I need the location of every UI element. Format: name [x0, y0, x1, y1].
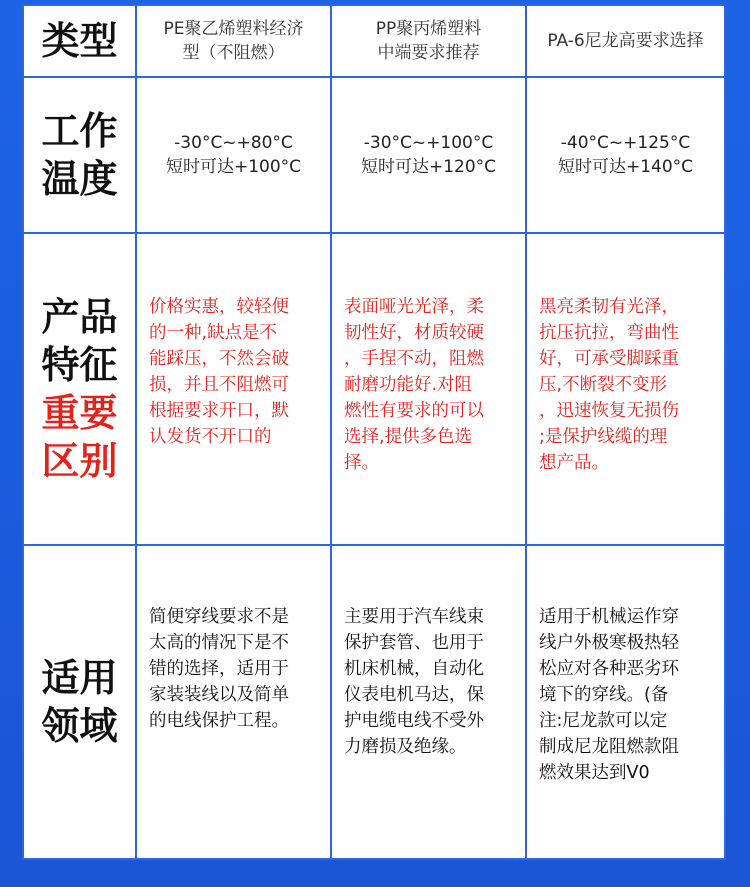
type-pe-label: PE聚乙烯塑料经济 型（不阻燃） — [163, 19, 304, 63]
cell-temp-pa6 — [526, 77, 725, 233]
cell-features-pe — [136, 233, 331, 545]
usage-pe-text: 简便穿线要求不是 太高的情况下是不 错的选择，适用于 家装装线以及简单 的电线保护工程。 — [149, 607, 289, 731]
cell-features-pa6 — [526, 233, 725, 545]
header-feat-line2: 特征 — [41, 343, 118, 387]
usage-pp-text: 主要用于汽车线束 保护套管、也用于 机床机械，自动化 仪表电机马达，保 护电缆电线不受外 力磨损及绝缘。 — [344, 607, 484, 757]
temp-pa6-value: -40°C~+125°C 短时可达+140°C — [557, 133, 694, 177]
header-feat-line4: 区别 — [41, 439, 118, 483]
features-pp-text: 表面哑光光泽，柔 韧性好，材质较硬 ，手捏不动，阻燃 耐磨功能好.对阻 燃性有要求的可以 选择,提供多色选 择。 — [344, 297, 484, 473]
header-temperature — [23, 77, 136, 233]
cell-usage-pp — [331, 545, 526, 859]
temp-pe-value: -30°C~+80°C 短时可达+100°C — [165, 133, 302, 177]
type-pa6-label: PA-6尼龙高要求选择 — [547, 31, 704, 51]
cell-temp-pe — [136, 77, 331, 233]
temp-pp-value: -30°C~+100°C 短时可达+120°C — [360, 133, 497, 177]
header-type — [23, 5, 136, 77]
header-feat-line3: 重要 — [41, 391, 118, 435]
header-temp-line1: 工作 — [41, 109, 118, 153]
cell-temp-pp — [331, 77, 526, 233]
header-feat-line1: 产品 — [41, 295, 118, 339]
header-features — [23, 233, 136, 545]
row-features — [23, 233, 725, 545]
cell-usage-pe — [136, 545, 331, 859]
row-type — [23, 5, 725, 77]
row-usage — [23, 545, 725, 859]
material-comparison-table — [22, 4, 726, 860]
header-use-line1: 适用 — [41, 656, 118, 700]
row-temperature — [23, 77, 725, 233]
features-pe-text: 价格实惠，较轻便 的一种,缺点是不 能踩压，不然会破 损，并且不阻燃可 根据要求开口，默 认发货不开口的 — [149, 297, 289, 447]
header-type-label: 类型 — [41, 19, 118, 63]
type-pp-label: PP聚丙烯塑料 中端要求推荐 — [375, 19, 482, 63]
header-temp-line2: 温度 — [41, 157, 118, 201]
cell-type-pe — [136, 5, 331, 77]
header-usage — [23, 545, 136, 859]
usage-pa6-text: 适用于机械运作穿 线户外极寒极热轻 松应对各种恶劣环 境下的穿线。(备 注:尼龙款可以定 制成尼龙阻燃款阻 燃效果达到V0 — [539, 607, 679, 783]
cell-features-pp — [331, 233, 526, 545]
header-use-line2: 领域 — [41, 704, 118, 748]
features-pa6-text: 黑亮柔韧有光泽， 抗压抗拉，弯曲性 好，可承受脚踩重 压,不断裂不变形 ，迅速恢复无损伤 ;是保护线缆的理 想产品。 — [539, 297, 679, 473]
cell-type-pa6 — [526, 5, 725, 77]
cell-usage-pa6 — [526, 545, 725, 859]
cell-type-pp — [331, 5, 526, 77]
